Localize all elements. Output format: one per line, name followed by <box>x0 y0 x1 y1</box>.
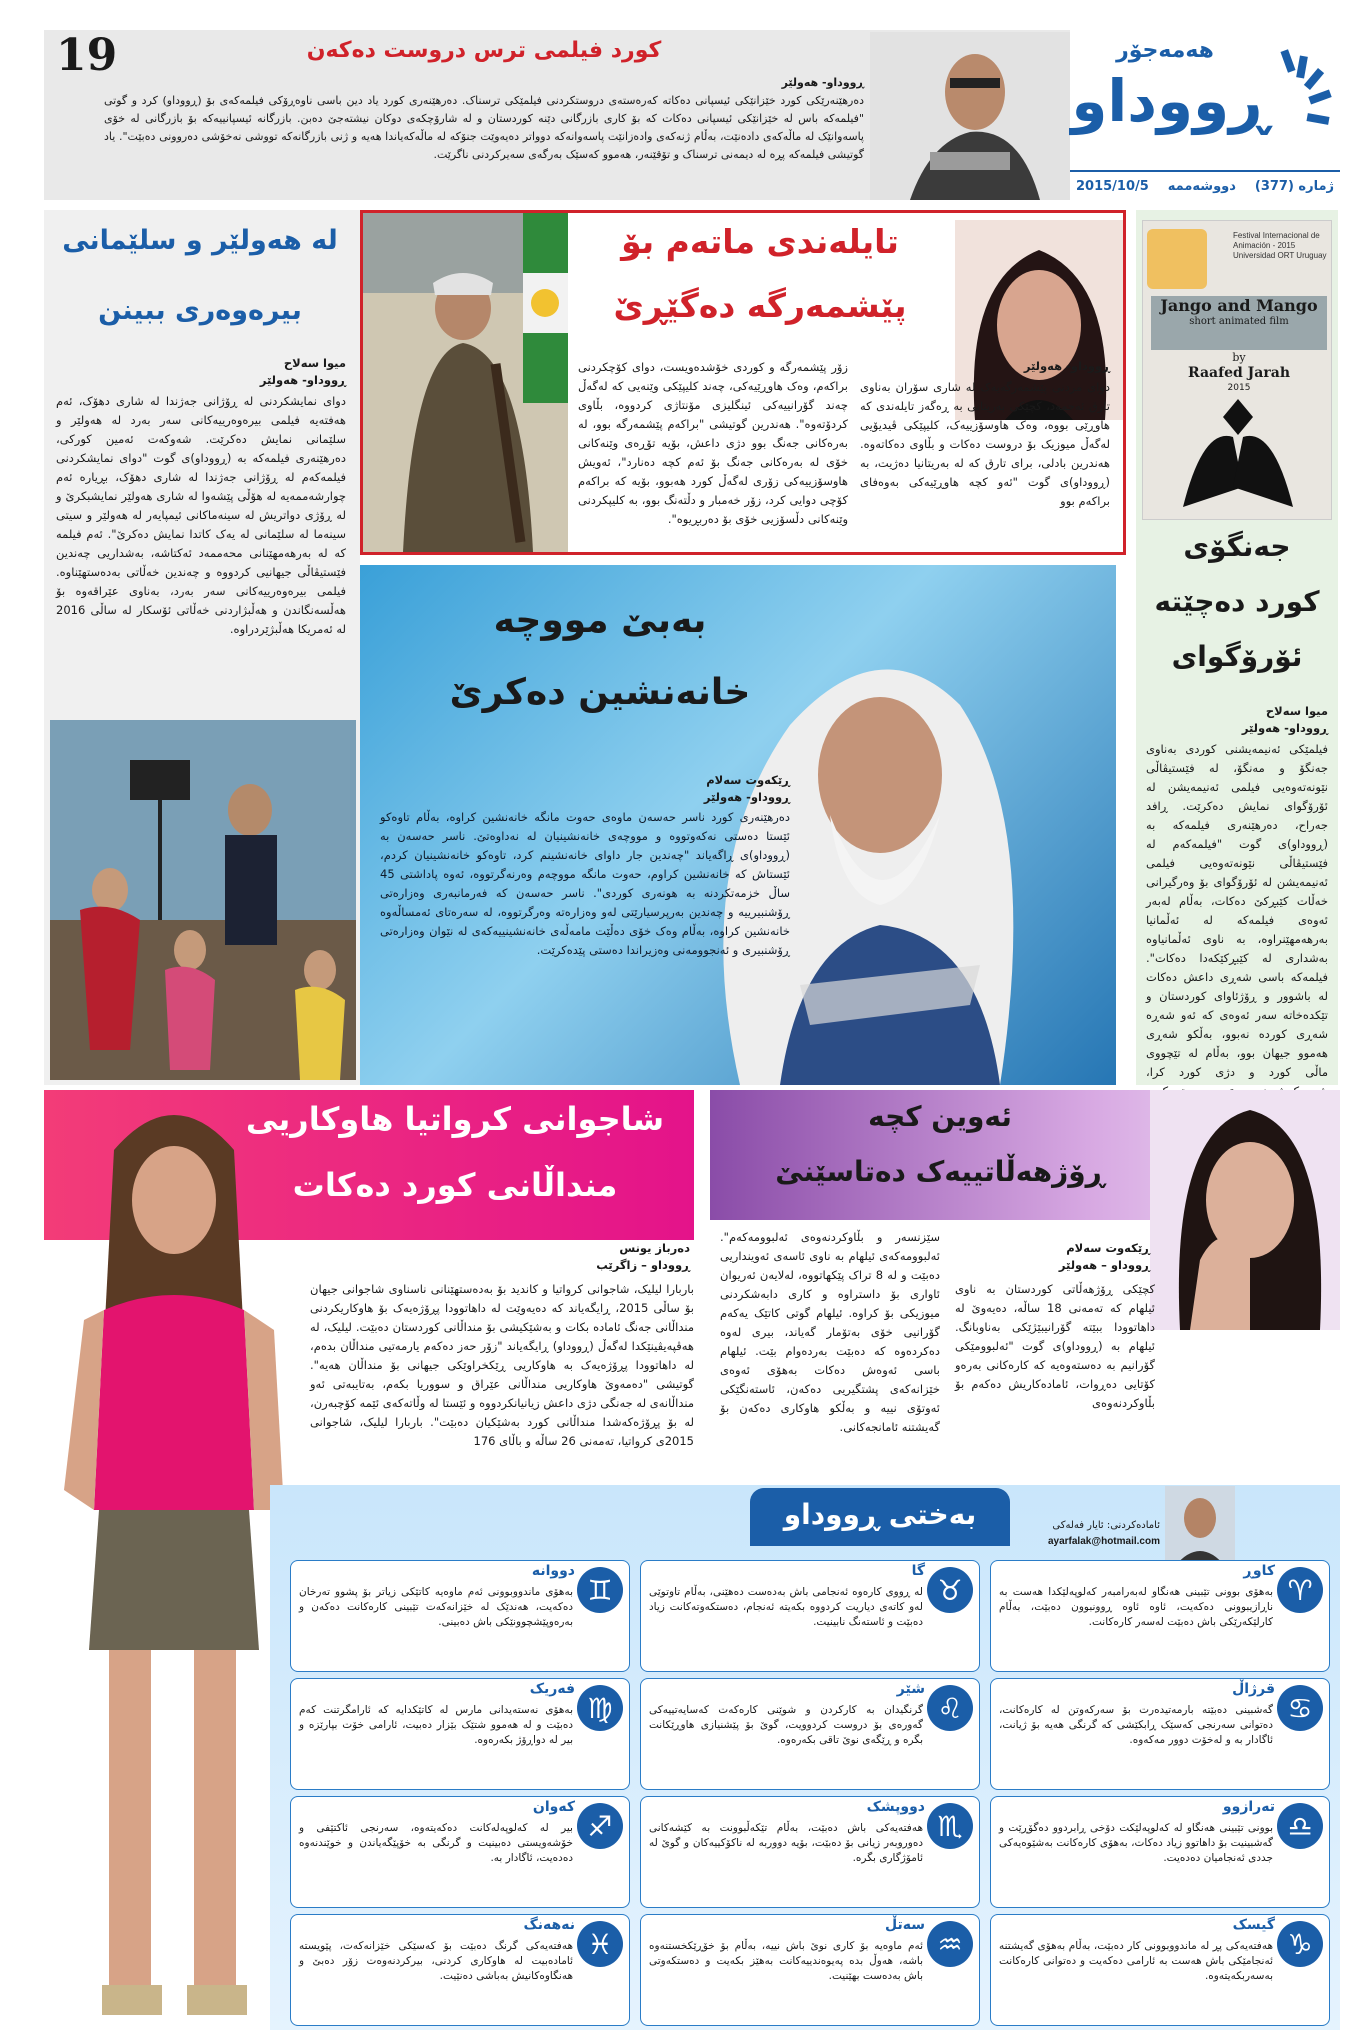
sign-name: دووپشک <box>866 1799 925 1815</box>
col4-author: میوا سەلاح <box>1265 704 1328 718</box>
sign-text: بەهۆی ماندووبوونی ئەم ماوەیە کاتێکی زیاتر بۆ پشوو تەرخان دەکەیت، هەندێک لە خێزانەکەت تێبینی کارەکانت دەکەن و بەرەوپێشچوونێکی باش دەبینی. <box>299 1586 573 1628</box>
col1-headline-1: لە هەولێر و سلێمانی <box>62 225 338 256</box>
col1-author: میوا سەلاح <box>283 356 346 370</box>
sign-text: گەشبینی دەبێتە بارمەتیدەرت بۆ سەرکەوتن لە کارەکانت، دەتوانی سەرنجی کەسێک ڕابکێشی کە گرنگی هەیە بۆ ژیانت، ئاگادار بە و لەخۆت دوور مەکەوە. <box>999 1704 1273 1746</box>
sign-text: گرنگیدان بە کارکردن و شوێنی کارەکەت کەسایەتییەکی گەورەی بۆ دروست کردوویت، گوێ بۆ پێشنیازی هاوڕێکانت بگرە و ڕێگەی نوێ تاقی بکەرەوە. <box>649 1704 923 1746</box>
col1-byline: ڕووداو- هەولێر <box>259 373 346 387</box>
sign-text: لە ڕووی کارەوە ئەنجامی باش بەدەست دەهێنی، بەڵام تاوتوێی لەو کاتەی دیاریت کردووە بکەیتە ئەنجام، دەستکەوتەکانت زیاد دەبێت و ئاستەنگ نابینیت. <box>649 1586 923 1628</box>
horoscope-sign <box>640 1914 980 2026</box>
section-label: هەمەجۆر <box>1116 38 1214 63</box>
horoscope-sign <box>640 1796 980 1908</box>
col4-headline-2: کورد دەچێتە <box>1154 585 1320 618</box>
peshmerga-body-right: دوای مردنی پێشمەرگەیەک لە شاری سۆران بەناوی تارق ئەحمەد، کچێکی بەریتانی بە ڕەگەز تایلەندی کە هاوڕێی بووە، وەک هاوسۆزییەک، کلیپێکی ڤیدیۆیی لەگەڵ میوزیک بۆ دروست دەکات و بڵاوی دەکاتەوە. هەندرین بادلی، برای تارق کە لە بەریتانیا دەژیت، بە (ڕووداو)ی گوت "ئەو کچە هاوڕێیەکی بەوەفای براکەم بوو <box>860 380 1110 508</box>
zodiac-icon: ♌ <box>927 1685 973 1731</box>
top-story-byline: ڕووداو- هەولێر <box>781 76 864 89</box>
peshmerga-photo <box>363 213 568 552</box>
col4-byline: ڕووداو- هەولێر <box>1241 721 1328 735</box>
zodiac-icon: ♑ <box>1277 1921 1323 1967</box>
horoscope-sign <box>290 1678 630 1790</box>
horoscope-sign <box>990 1678 1330 1790</box>
sign-name: دووانە <box>531 1563 575 1579</box>
sign-name: تەرازوو <box>1222 1799 1275 1815</box>
page-number: 19 <box>56 30 118 81</box>
feature-body: دەرهێنەری کورد ناسر حەسەن ماوەی حەوت مانگە خانەنشین کراوە، بەڵام تاوەکو ئێستا دەستی نەکەوتووە و مووچەی خانەنشینیان لە نەداوەتێ. ناسر حەسەن بە (ڕووداو)ی ڕاگەیاند "چەندین جار داوای خانەنشینم کرد، تاوەکو خانەنشینیان کردم، ئێستاش کە خانەنشین کراوم، حەوت مانگە مووچەم وەرنەگرتووە، ئەوە پاداشتی 45 ساڵ خزمەتکردنە بە هونەری کوردی". ناسر حەسەن کە فەرمانبەری وەزارەتی ڕۆشنبیرییە و چەندین بەرپرسیارێتی لەو وەزارەتە وەرگرتووە، لە سەرەتای ئەمساڵەوە خانەنشین کراوە، بەڵام وەک خۆی دەڵێت مامەڵەی خانەنشینییەکەی لە نێوان وەزارەتی ڕۆشنبیری و ئەنجوومەنی وەزیراندا دەستی پێدەکرێت. <box>380 810 790 957</box>
girl-byline: ڕووداو – هەولێر <box>1058 1258 1150 1272</box>
jango-poster <box>1142 220 1332 520</box>
col1-headline-2: بیرەوەری ببینن <box>98 295 302 326</box>
feature-author: ڕێکەوت سەلام <box>706 773 790 787</box>
festival-logo <box>1147 229 1207 289</box>
zodiac-icon: ♎ <box>1277 1803 1323 1849</box>
horoscope-sign <box>290 1796 630 1908</box>
horoscope-title: بەختی ڕووداو <box>783 1498 977 1531</box>
poster-festival: Festival Internacional de Animación - 2015 Universidad ORT Uruguay <box>1233 231 1327 260</box>
sign-name: نەهەنگ <box>523 1917 575 1933</box>
col4-headline-1: جەنگۆی <box>1183 530 1291 563</box>
sign-text: بەهۆی بوونی تێبینی هەنگاو لەبەرامبەر کەلوپەلێکدا هەست بە ناڕازیبوونی دەکەیت، ئاوە ئاوە ڕوونبوون دەبێت، بەڵام کارلێکەرێکی باش دەبێت لەسەر کارەکانت. <box>999 1586 1273 1628</box>
peshmerga-body-left: زۆر پێشمەرگە و کوردی خۆشدەویست، دوای کۆچکردنی براکەم، وەک هاوڕێیەکی، چەند کلیپێکی وێنەیی کە لەگەڵ چەند گۆرانییەکی ئینگلیزی مۆنتاژی کردووە، بڵاوی کردۆتەوە". هەندرین گوتیشی "براکەم پێشمەرگە بوو، لە بەرەکانی جەنگ بوو دژی داعش، بۆیە تۆڕەی وێنەکانی خۆی لە بەرەکانی جەنگ بۆ ئەم کچە دەنارد"، ئەویش هاوسۆزییەکی زۆری لەگەڵ کورد هەبوو، بۆیە کە براکەم کۆچی دوایی کرد، زۆر خەمبار و دڵتەنگ بوو، بە کلیپکردنی وێنەکانی دڵسۆزیی خۆی بۆ دەربڕیوە". <box>578 360 848 526</box>
sign-text: هەفتەیەکی پڕ لە ماندووبوونی کار دەبێت، بەڵام بەهۆی گەیشتنە ئەنجامێکی باش هەست بە ئارامی دەکەیت و دەتوانی کارەکانت بەسەربکەیتەوە. <box>999 1940 1273 1982</box>
horoscope-sign <box>640 1560 980 1672</box>
zodiac-icon: ♓ <box>577 1921 623 1967</box>
logo-wordmark: ڕووداو <box>1071 67 1269 135</box>
zodiac-icon: ♉ <box>927 1567 973 1613</box>
girl-body-right: کچێکی ڕۆژهەڵاتی کوردستان بە ناوی ئیلهام کە تەمەنی 18 ساڵە، دەیەوێ لە داهاتوودا ببێتە گۆرانیبێژێکی بەناوبانگ. ئیلهام بە (ڕووداو)ی گوت "ئەلبوومێکی گۆرانیم بە دەستەوەیە کە کارەکانی بەرەو کۆتایی دەڕوات، ئامادەکاریش دەکەم بۆ بڵاوکردنەوەی <box>955 1282 1155 1410</box>
girl-author: ڕێکەوت سەلام <box>1066 1241 1150 1255</box>
top-story-headline: کورد فیلمی ترس دروست دەکەن <box>306 38 662 63</box>
zodiac-icon: ♈ <box>1277 1567 1323 1613</box>
poster-year: 2015 <box>1227 383 1251 393</box>
zodiac-icon: ♒ <box>927 1921 973 1967</box>
croatia-author: دەرباز یونس <box>619 1241 690 1255</box>
sign-text: بوونی تێبینی هەنگاو لە کەلوپەلێکت دۆخی ڕابردوو دەگۆڕێت و گەشبینیت بۆ داهاتوو زیاد دەکات، بەهۆی کارەکانت بەشێوەیەکی جددی ئەنجامیان دەدەیت. <box>999 1822 1273 1864</box>
horoscope-sign <box>990 1796 1330 1908</box>
sign-name: قرژاڵ <box>1232 1681 1275 1697</box>
issue-number: ژمارە (377) <box>1254 178 1334 194</box>
girl-headline-2: ڕۆژهەڵاتییەک دەتاسێنێ <box>775 1155 1105 1188</box>
poster-by: by <box>1232 351 1246 364</box>
sign-name: کەوان <box>532 1799 575 1815</box>
poster-subtitle: short animated film <box>1189 316 1289 327</box>
peshmerga-headline-2: پێشمەرگە دەگێڕێ <box>613 286 907 325</box>
poster-director: Raafed Jarah <box>1187 365 1290 381</box>
girl-portrait-photo <box>1150 1090 1340 1330</box>
col1-photo-film-set <box>50 720 356 1080</box>
sign-text: ئەم ماوەیە بۆ کاری نوێ باش نییە، بەڵام بۆ خۆڕێکخستنەوە باشە، هەوڵ بدە پەیوەندییەکانت بەهێز بکەیت و دەستکەوتی باش بەدەست بهێنیت. <box>649 1940 923 1982</box>
girl-headline-1: ئەوین کچە <box>868 1100 1012 1133</box>
zodiac-icon: ♍ <box>577 1685 623 1731</box>
col4-body: فیلمێکی ئەنیمەیشنی کوردی بەناوی جەنگۆ و مەنگۆ، لە فێستیڤاڵی نێونەتەوەیی فیلمی ئەنیمەیشن لە ئۆرۆگوای نمایش دەکرێت. ڕافد جەراح، دەرهێنەری فیلمەکە بە (ڕووداو)ی گوت "فیلمەکەم لە فێستیڤاڵی نێونەتەوەیی فیلمی ئەنیمەیشن لە ئۆرۆگوای بۆ وەرگیرانی خەڵات کێبڕکێ دەکات، بەڵام لەبەر ئەوەی فیلمەکە لە ئەڵمانیا بەرهەمهێنراوە، بە ناوی ئەڵمانیاوە بەشداری لە کێبڕکێکەدا دەکات". فیلمەکە باسی شەڕی داعش دەکات لە باشوور و ڕۆژئاوای کوردستان و تێکدەخاتە سەر ئەوەی کە ئەو شەڕە شەڕی کوردە نەبوو، بەڵکو شەڕی هەموو جیهان بوو، بەڵام لە تێچووی ماڵی کورد و دژی کورد کرا، <box>1146 742 1328 1079</box>
horoscope-email: ayarfalak@hotmail.com <box>1047 1536 1160 1547</box>
issue-day: دووشەممە <box>1167 178 1236 194</box>
feature-headline-2: خانەنشین دەکرێ <box>449 672 751 713</box>
horoscope-sign <box>290 1560 630 1672</box>
horoscope-sign <box>990 1914 1330 2026</box>
horoscope-sign <box>290 1914 630 2026</box>
girl-body-left: سێزنسەر و بڵاوکردنەوەی ئەلبوومەکەم". ئەلبوومەکەی ئیلهام بە ناوی ئاسەی ئەوینداریی دەبێت و لە 8 تراک پێکهاتووە، لەلایەن ئەریوان ئاواری بۆ داستراوە و کاری دابەشکردنی میوزیکی بۆ کراوە. ئیلهام گوتی کاتێک یەکەم گۆرانیی خۆی بەتۆمار گەیاند، بیری لەوە دەکردەوە کە دەبێت بەردەوام بێت. ئیلهام باسی ئەوەش دەکات بەهۆی ئەوەی خێزانەکەی پشتگیریی دەکەن، ئاستەنگێکی ئەوتۆی نییە و بەڵکو هاوکاری دەکەن بۆ گەیشتنە ئامانجەکانی. <box>720 1230 940 1434</box>
zodiac-icon: ♊ <box>577 1567 623 1613</box>
poster-title: Jango and Mango <box>1160 296 1318 315</box>
croatia-body: باربارا لیلیک، شاجوانی کرواتیا و کاندید بۆ بەدەستهێنانی ناسناوی شاجوانی جیهان بۆ ساڵی 2015، ڕایگەیاند کە دەیەوێت لە داهاتوودا پڕۆژەیەک بۆ هاوکاریکردنی منداڵانی جەنگ ئامادە بکات و بەشێکیشی بۆ منداڵانی کوردستان دەبێت. لیلیک، لە هەڤپەیڤینێکدا لەگەڵ (ڕووداو) ڕایگەیاند "زۆر حەز دەکەم یارمەتیی منداڵان بدەم، لە داهاتوودا پڕۆژەیەک بە هاوکاریی ڕێکخراوێکی جیهانی بۆ منداڵان هەیە". گوتیشی "دەمەوێ هاوکاریی منداڵانی عێراق و سووریا بکەم، بەتایبەتی ئەو منداڵانەی لە جەنگی دژی داعش زیانیانکردووە و ئێستا لە وڵاتەکەی ئێمە کۆچبەرن، لە بۆ پڕۆژەکەشدا منداڵانی کورد بەشێکیان دەبێت". باربارا لیلیک، شاجوانی 2015ی کرواتیا، تەمەنی 26 ساڵە و باڵای 176 <box>310 1282 695 1448</box>
sign-text: بیر لە کەلوپەلەکانت دەکەیتەوە، سەرنجی ئاکتێفی و خۆشەویستی دەبینیت و گرنگی بە خۆپێگەیاندن و خوێندنەوە دەدەیت، ئاگادار بە. <box>299 1822 573 1864</box>
horoscope-author: ئامادەکردنی: ئایار فەلەکی <box>1052 1520 1160 1531</box>
top-story-body: دەرهێنەرێکی کورد خێزانێکی ئیسپانی دەکاتە کەرەستەی دروستکردنی فیلمێکی ترسناک. دەرهێنەری کورد یاد دین باسی ناوەڕۆکی فیلمەکەی بۆ (ڕووداو) کرد و گوتی "فیلمەکە باس لە خێزانێکی ئیسپانی دەکات کە بۆ کاری بازرگانی دێنە کوردستان و لە شارۆچکەی دوکان نیشتەجێ دەبن. بازرگانە ئیسپانییەکە بۆ بازرگانی لە خۆی پاسەوانێک لە ماڵەکەی دادەنێت، بەڵام ژنەکەی وادەزانێت پاسەوانەکە دوواتر دەیەوێت جنۆکە لە ماڵەکەیاندا هەیە و ژنی بازرگانەکە تووشی نەخۆشی دەروونی دەبێت". یاد گوتیشی فیلمەکە پڕە لە دیمەنی ترسناک و تۆقێنەر، هەموو کەسێک بەرگەی سەیرکردنی ناگرێت. <box>104 94 864 161</box>
sign-name: گا <box>911 1563 925 1579</box>
horoscope-sign <box>640 1678 980 1790</box>
croatia-byline: ڕووداو – زاگرێب <box>596 1258 690 1272</box>
horoscope-author-photo <box>1165 1486 1235 1566</box>
top-story-photo <box>870 32 1070 200</box>
horoscope-sign <box>990 1560 1330 1672</box>
sign-text: بەهۆی نەستەیدانی مارس لە کاتێکدایە کە ئارامگرتنت کەم دەبێت و لە هەموو شتێک بێزار دەبیت، ئارامی خۆت بپارێزە و بیر لە دواڕۆژ بکەرەوە. <box>299 1704 573 1746</box>
sign-text: هەفتەیەکی باش دەبێت، بەڵام تێکەڵبوونت بە کێشەکانی دەوروبەر زیانی بۆ دەبێت، بۆیە دووربە لە ناکۆکییەکان و گوێ لە ئامۆژگاری بگرە. <box>649 1822 923 1864</box>
croatia-model-photo <box>44 1090 304 2034</box>
peshmerga-byline: ڕووداو- هەولێر <box>1023 359 1110 373</box>
zodiac-icon: ♋ <box>1277 1685 1323 1731</box>
zodiac-icon: ♏ <box>927 1803 973 1849</box>
peshmerga-headline-1: تایلەندی ماتەم بۆ <box>621 222 899 261</box>
sign-name: سەتڵ <box>884 1917 925 1933</box>
sign-name: شێر <box>896 1681 925 1697</box>
col4-headline-3: ئۆرۆگوای <box>1171 640 1303 673</box>
poster-artwork <box>1163 397 1313 513</box>
sign-text: هەفتەیەکی گرنگ دەبێت بۆ کەسێکی خێزانەکەت، پێویستە ئامادەبیت لە هاوکاری کردنی، بیرکردنەوەت زۆر دەبێ و هەنگاوەکانیش بەباشی دەنێیت. <box>299 1940 573 1982</box>
zodiac-icon: ♐ <box>577 1803 623 1849</box>
sign-name: فەریک <box>529 1681 575 1697</box>
croatia-headline-2: منداڵانی کورد دەکات <box>292 1166 618 1204</box>
issue-date: 2015/10/5 <box>1076 178 1149 194</box>
issue-info <box>1070 170 1340 200</box>
col1-body: دوای نمایشکردنی لە ڕۆژانی جەژندا لە شاری دهۆک، ئەم هەفتەیە فیلمی بیرەوەرییەکانی سەر بەرد لە هەولێر و سلێمانی نمایش دەکرێت. شەوکەت ئەمین کورکی، دەرهێنەری فیلمەکە بە (ڕووداو)ی گوت "دوای نمایشکردنی فیلمەکەم لە ڕۆژانی جەژندا لە شاری دهۆک، بڕیارە ئەم چوارشەممەیە لە هۆڵی پێشەوا لە شاری هەولێر نمایشبکرێ و لە ڕۆژی دواتریش لە سینەماکانی ئیمپایەر لە هەولێر و سیتی سینەما لە سلێمانی لە یەک کاتدا نمایش دەکرێ". ئەم فیلمە کە لە بەرهەمهێنانی محەممەد ئەکتاشە، بەشداریی چەندین فێستیڤاڵی جیهانیی کردووە و چەندین خەڵاتی بەدەستهێناوە. فیلمی بیرەوەرییەکانی سەر بەرد، بەناوی عێراقەوە بۆ هەڵسەنگاندن و هەڵبژاردنی خەڵاتی ئۆسکار لە ساڵی 2016 لە ئەمریکا هەڵبژێردراوە. <box>56 394 346 636</box>
feature-byline: ڕووداو- هەولێر <box>703 790 790 804</box>
sign-name: گیسک <box>1232 1917 1275 1933</box>
sign-name: کاوڕ <box>1243 1563 1275 1579</box>
feature-headline-1: بەبێ مووچە <box>493 600 707 641</box>
croatia-headline-1: شاجوانی کرواتیا هاوکاریی <box>245 1100 665 1138</box>
